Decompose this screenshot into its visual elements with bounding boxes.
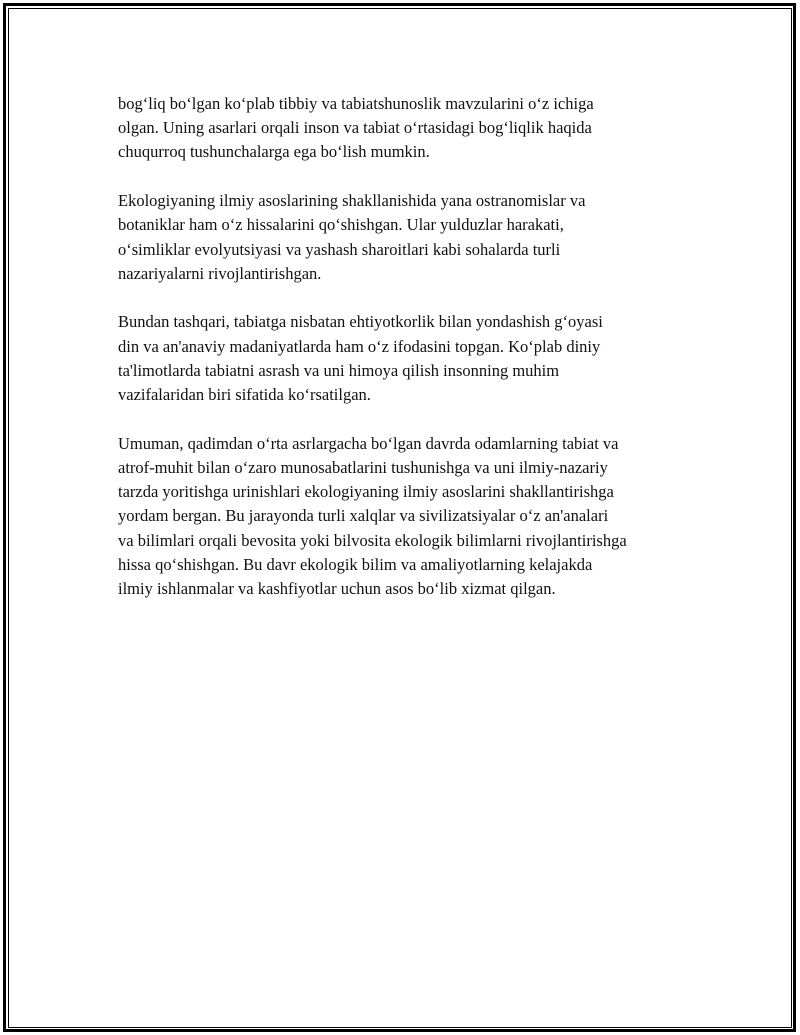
- text-line: Bundan tashqari, tabiatga nisbatan ehtiyotkorlik bilan yondashish g‘oyasi: [118, 312, 603, 332]
- text-line: va bilimlari orqali bevosita yoki bilvosita ekologik bilimlarni rivojlantirishga: [118, 530, 627, 550]
- paragraph-3: [118, 310, 698, 407]
- text-line: yordam bergan. Bu jarayonda turli xalqlar va sivilizatsiyalar o‘z an'analari: [118, 506, 609, 526]
- document-body: [118, 92, 698, 626]
- text-line: bog‘liq bo‘lgan ko‘plab tibbiy va tabiatshunoslik mavzularini o‘z ichiga: [118, 94, 594, 113]
- text-line: o‘simliklar evolyutsiyasi va yashash sharoitlari kabi sohalarda turli: [118, 239, 561, 259]
- text-line: nazariyalarni rivojlantirishgan.: [118, 263, 322, 283]
- text-line: olgan. Uning asarlari orqali inson va tabiat o‘rtasidagi bog‘liqlik haqida: [118, 118, 592, 138]
- text-line: tarzda yoritishga urinishlari ekologiyaning ilmiy asoslarini shakllantirishga: [118, 482, 614, 502]
- text-line: hissa qo‘shishgan. Bu davr ekologik bilim va amaliyotlarning kelajakda: [118, 554, 593, 574]
- text-line: ilmiy ishlanmalar va kashfiyotlar uchun asos bo‘lib xizmat qilgan.: [118, 578, 556, 598]
- text-line: ta'limotlarda tabiatni asrash va uni himoya qilish insonning muhim: [118, 360, 560, 380]
- text-line: vazifalaridan biri sifatida ko‘rsatilgan.: [118, 385, 371, 405]
- text-line: botaniklar ham o‘z hissalarini qo‘shishgan. Ular yulduzlar harakati,: [118, 215, 564, 235]
- text-line: Umuman, qadimdan o‘rta asrlargacha bo‘lgan davrda odamlarning tabiat va: [118, 433, 619, 453]
- text-line: atrof-muhit bilan o‘zaro munosabatlarini tushunishga va uni ilmiy-nazariy: [118, 457, 608, 477]
- text-line: din va an'anaviy madaniyatlarda ham o‘z ifodasini topgan. Ko‘plab diniy: [118, 336, 601, 356]
- paragraph-4: [118, 432, 698, 601]
- paragraph-1: [118, 92, 698, 165]
- text-line: chuqurroq tushunchalarga ega bo‘lish mumkin.: [118, 142, 430, 162]
- text-line: Ekologiyaning ilmiy asoslarining shakllanishida yana ostranomislar va: [118, 191, 586, 211]
- paragraph-2: [118, 189, 698, 286]
